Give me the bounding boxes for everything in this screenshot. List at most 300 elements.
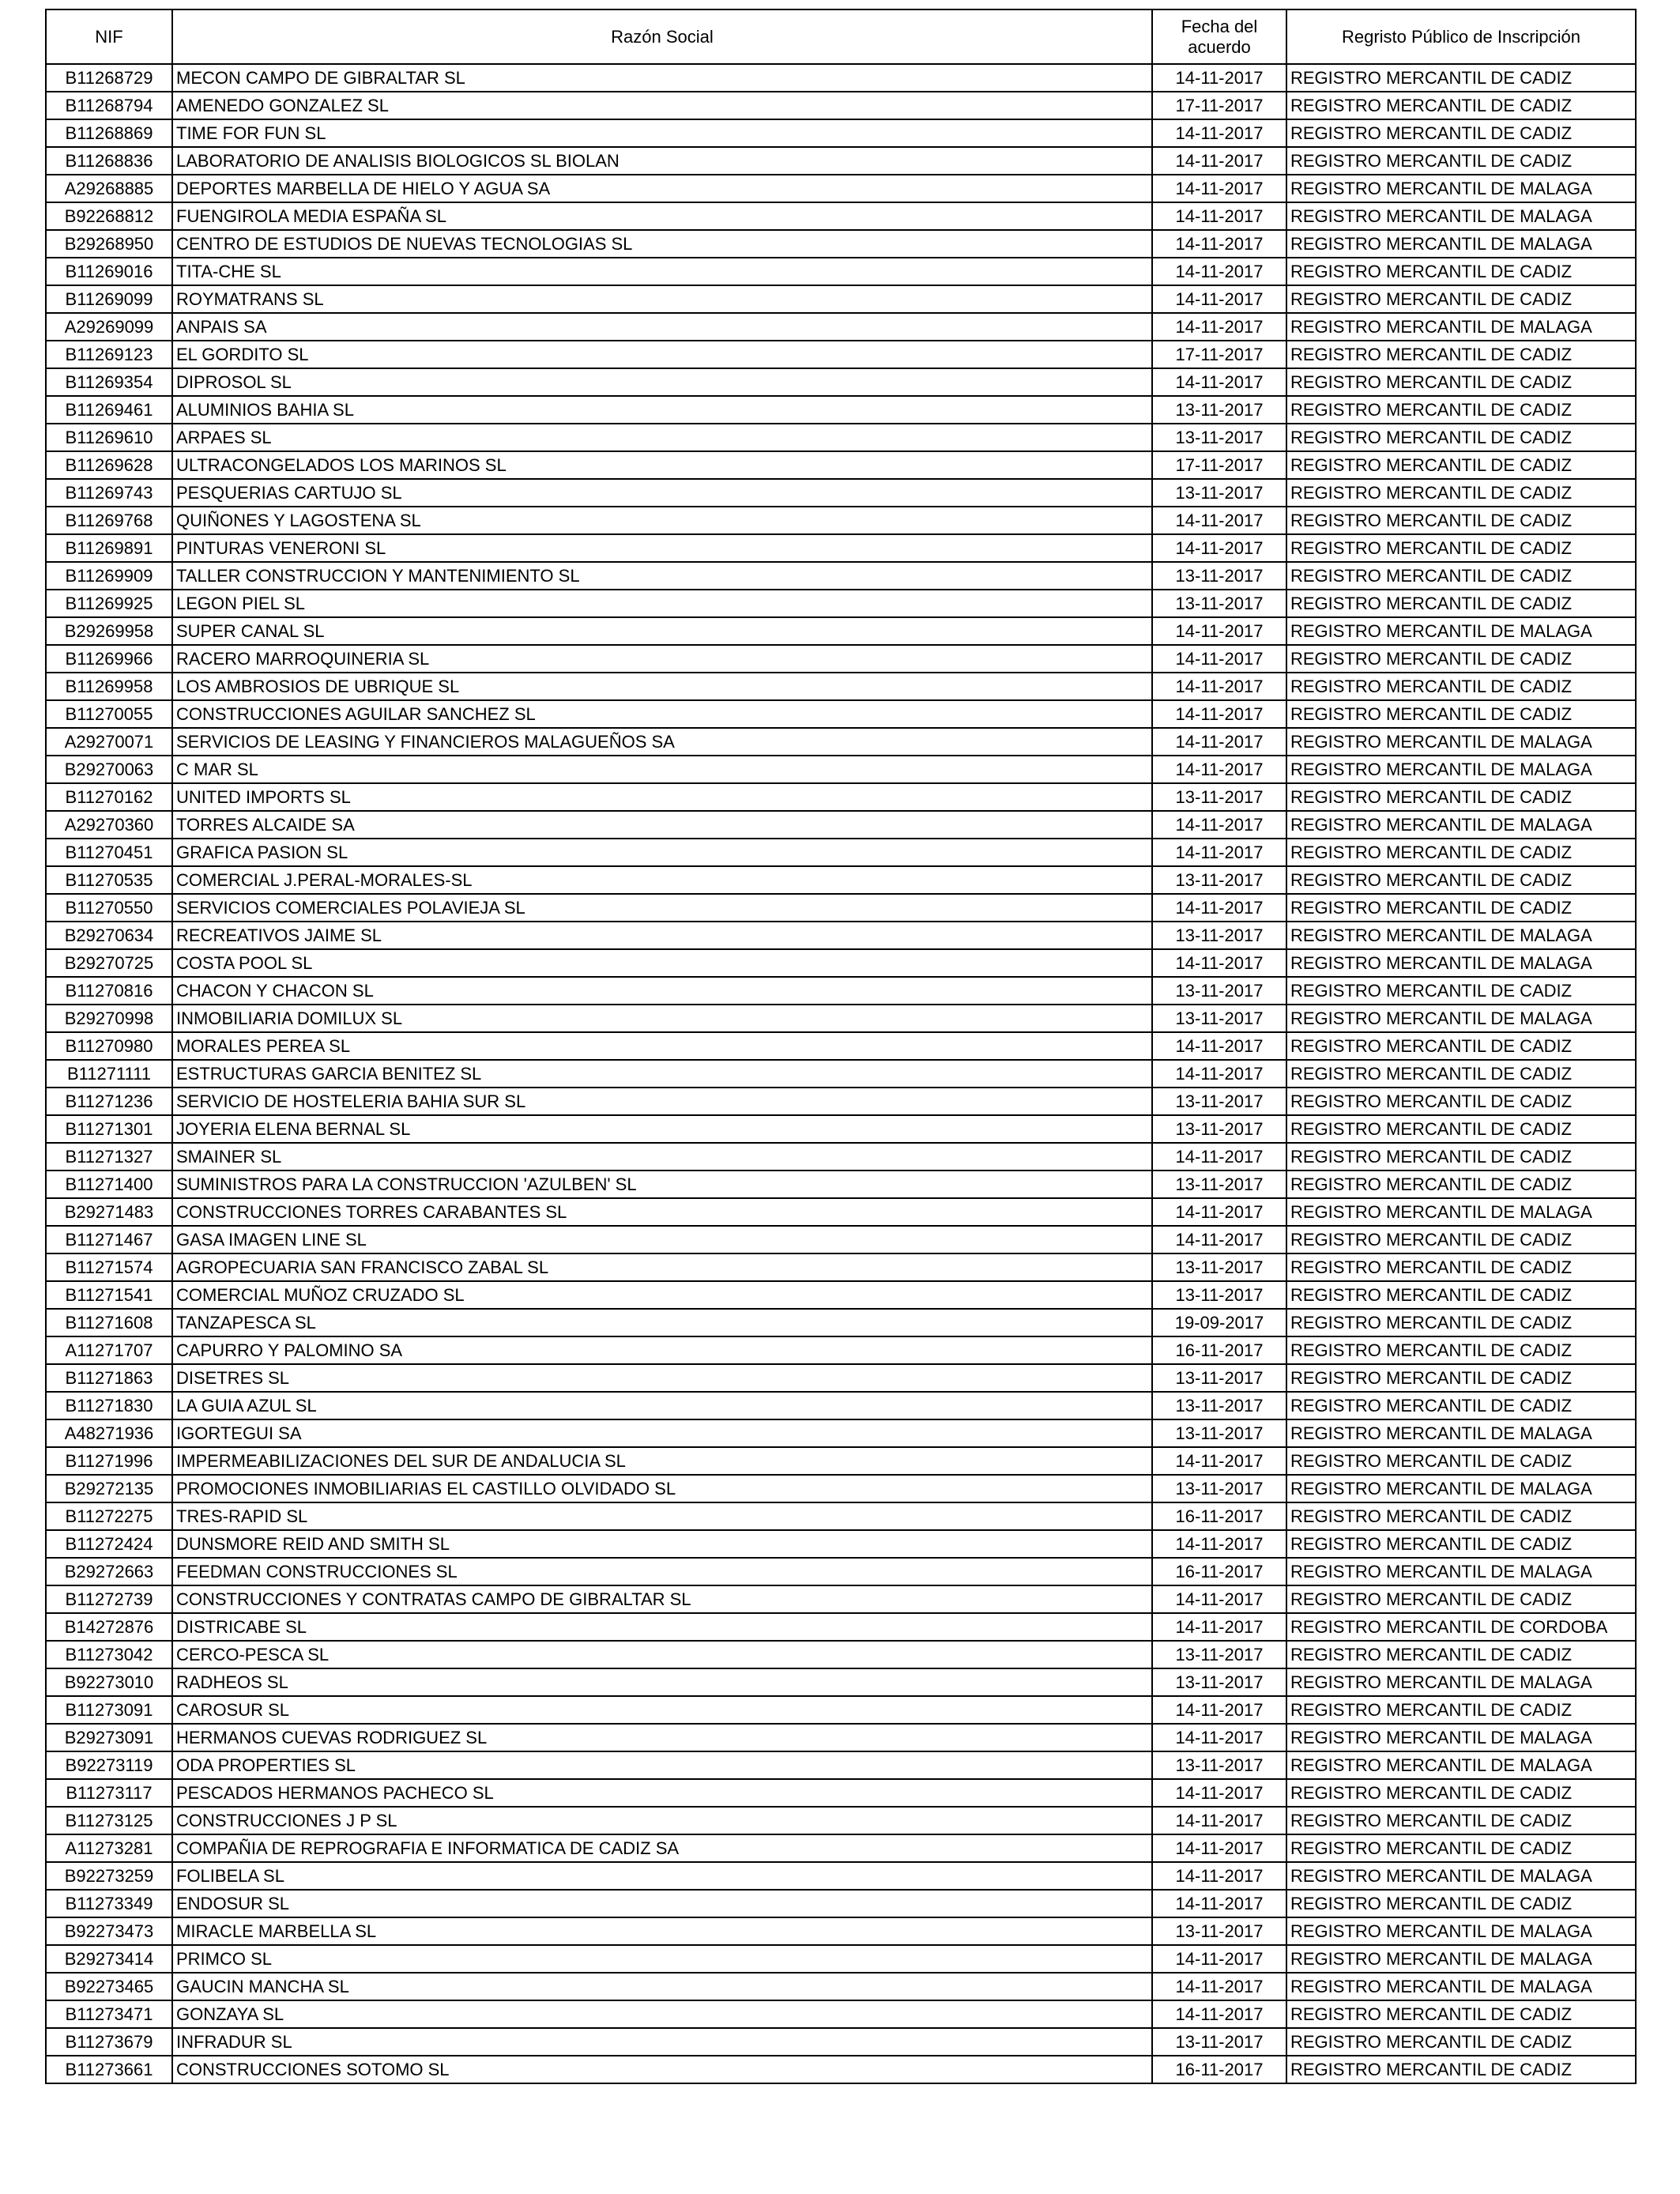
registro-cell: REGISTRO MERCANTIL DE CADIZ (1286, 1060, 1636, 1088)
table-row (46, 1475, 1636, 1502)
registro-cell: REGISTRO MERCANTIL DE MALAGA (1286, 617, 1636, 645)
fecha-cell: 13-11-2017 (1152, 1115, 1286, 1143)
table-row (46, 1198, 1636, 1226)
registro-cell: REGISTRO MERCANTIL DE CADIZ (1286, 1336, 1636, 1364)
fecha-cell: 14-11-2017 (1152, 728, 1286, 756)
table-row (46, 1005, 1636, 1032)
table-row (46, 783, 1636, 811)
razon-social-cell: AGROPECUARIA SAN FRANCISCO ZABAL SL (172, 1253, 1152, 1281)
razon-social-cell: DUNSMORE REID AND SMITH SL (172, 1530, 1152, 1558)
registro-cell: REGISTRO MERCANTIL DE CADIZ (1286, 534, 1636, 562)
registro-cell: REGISTRO MERCANTIL DE CADIZ (1286, 673, 1636, 700)
registro-cell: REGISTRO MERCANTIL DE CADIZ (1286, 866, 1636, 894)
razon-social-cell: PESQUERIAS CARTUJO SL (172, 479, 1152, 507)
registro-cell: REGISTRO MERCANTIL DE CADIZ (1286, 977, 1636, 1005)
table-row (46, 119, 1636, 147)
fecha-cell: 13-11-2017 (1152, 1751, 1286, 1779)
registro-cell: REGISTRO MERCANTIL DE CADIZ (1286, 424, 1636, 451)
table-row (46, 147, 1636, 175)
nif-cell: B92273465 (46, 1973, 172, 2000)
razon-social-cell: FUENGIROLA MEDIA ESPAÑA SL (172, 202, 1152, 230)
fecha-cell: 14-11-2017 (1152, 1585, 1286, 1613)
nif-cell: B11269966 (46, 645, 172, 673)
fecha-cell: 14-11-2017 (1152, 2000, 1286, 2028)
nif-cell: B11271327 (46, 1143, 172, 1171)
nif-cell: A29269099 (46, 313, 172, 341)
fecha-cell: 13-11-2017 (1152, 977, 1286, 1005)
fecha-cell: 14-11-2017 (1152, 1890, 1286, 1917)
registro-cell: REGISTRO MERCANTIL DE CADIZ (1286, 451, 1636, 479)
fecha-cell: 14-11-2017 (1152, 700, 1286, 728)
nif-cell: B11269354 (46, 368, 172, 396)
table-row (46, 1917, 1636, 1945)
razon-social-cell: SMAINER SL (172, 1143, 1152, 1171)
nif-cell: B11269909 (46, 562, 172, 590)
fecha-cell: 13-11-2017 (1152, 1392, 1286, 1419)
registro-cell: REGISTRO MERCANTIL DE CADIZ (1286, 1364, 1636, 1392)
razon-social-cell: CONSTRUCCIONES TORRES CARABANTES SL (172, 1198, 1152, 1226)
razon-social-cell: TORRES ALCAIDE SA (172, 811, 1152, 839)
registro-cell: REGISTRO MERCANTIL DE CADIZ (1286, 64, 1636, 92)
table-row (46, 1060, 1636, 1088)
fecha-cell: 17-11-2017 (1152, 341, 1286, 368)
razon-social-cell: PESCADOS HERMANOS PACHECO SL (172, 1779, 1152, 1807)
nif-cell: B11270451 (46, 839, 172, 866)
fecha-cell: 14-11-2017 (1152, 1198, 1286, 1226)
registro-cell: REGISTRO MERCANTIL DE CADIZ (1286, 590, 1636, 617)
nif-cell: B92273473 (46, 1917, 172, 1945)
nif-cell: A11273281 (46, 1834, 172, 1862)
razon-social-cell: CAROSUR SL (172, 1696, 1152, 1724)
table-row (46, 1613, 1636, 1641)
razon-social-cell: SERVICIOS COMERCIALES POLAVIEJA SL (172, 894, 1152, 922)
registro-cell: REGISTRO MERCANTIL DE MALAGA (1286, 1862, 1636, 1890)
nif-cell: B29270725 (46, 949, 172, 977)
razon-social-cell: MORALES PEREA SL (172, 1032, 1152, 1060)
nif-cell: B11269768 (46, 507, 172, 534)
table-row (46, 534, 1636, 562)
razon-social-cell: PRIMCO SL (172, 1945, 1152, 1973)
razon-social-cell: UNITED IMPORTS SL (172, 783, 1152, 811)
nif-cell: B11273679 (46, 2028, 172, 2056)
table-row (46, 1751, 1636, 1779)
fecha-cell: 13-11-2017 (1152, 2028, 1286, 2056)
fecha-cell: 13-11-2017 (1152, 1005, 1286, 1032)
nif-cell: B11268794 (46, 92, 172, 119)
fecha-cell: 14-11-2017 (1152, 230, 1286, 258)
registro-cell: REGISTRO MERCANTIL DE CADIZ (1286, 1253, 1636, 1281)
table-row (46, 230, 1636, 258)
nif-cell: B11272424 (46, 1530, 172, 1558)
nif-cell: B11269925 (46, 590, 172, 617)
table-row (46, 1253, 1636, 1281)
registro-cell: REGISTRO MERCANTIL DE CADIZ (1286, 783, 1636, 811)
table-row (46, 1143, 1636, 1171)
table-row (46, 562, 1636, 590)
nif-cell: B29270063 (46, 756, 172, 783)
fecha-cell: 17-11-2017 (1152, 92, 1286, 119)
table-row (46, 1807, 1636, 1834)
fecha-cell: 17-11-2017 (1152, 451, 1286, 479)
razon-social-cell: INMOBILIARIA DOMILUX SL (172, 1005, 1152, 1032)
table-row (46, 1585, 1636, 1613)
registro-cell: REGISTRO MERCANTIL DE MALAGA (1286, 1668, 1636, 1696)
razon-social-cell: CONSTRUCCIONES Y CONTRATAS CAMPO DE GIBRALTAR SL (172, 1585, 1152, 1613)
registro-cell: REGISTRO MERCANTIL DE CADIZ (1286, 2000, 1636, 2028)
nif-cell: B11269958 (46, 673, 172, 700)
razon-social-cell: COSTA POOL SL (172, 949, 1152, 977)
nif-cell: B11272739 (46, 1585, 172, 1613)
table-row (46, 700, 1636, 728)
razon-social-cell: IGORTEGUI SA (172, 1419, 1152, 1447)
razon-social-cell: TITA-CHE SL (172, 258, 1152, 285)
razon-social-cell: FOLIBELA SL (172, 1862, 1152, 1890)
table-row (46, 1558, 1636, 1585)
fecha-cell: 13-11-2017 (1152, 1475, 1286, 1502)
table-row (46, 1171, 1636, 1198)
registro-cell: REGISTRO MERCANTIL DE CADIZ (1286, 1115, 1636, 1143)
razon-social-cell: ESTRUCTURAS GARCIA BENITEZ SL (172, 1060, 1152, 1088)
table-row (46, 64, 1636, 92)
fecha-cell: 13-11-2017 (1152, 1641, 1286, 1668)
registro-cell: REGISTRO MERCANTIL DE CADIZ (1286, 258, 1636, 285)
fecha-cell: 13-11-2017 (1152, 1668, 1286, 1696)
registro-cell: REGISTRO MERCANTIL DE CADIZ (1286, 2056, 1636, 2083)
razon-social-cell: CONSTRUCCIONES AGUILAR SANCHEZ SL (172, 700, 1152, 728)
table-row (46, 1447, 1636, 1475)
registro-cell: REGISTRO MERCANTIL DE CADIZ (1286, 2028, 1636, 2056)
nif-cell: B11271541 (46, 1281, 172, 1309)
registro-cell: REGISTRO MERCANTIL DE CADIZ (1286, 1392, 1636, 1419)
registro-cell: REGISTRO MERCANTIL DE CORDOBA (1286, 1613, 1636, 1641)
nif-cell: B11270980 (46, 1032, 172, 1060)
table-body (46, 64, 1636, 2083)
registro-cell: REGISTRO MERCANTIL DE CADIZ (1286, 1088, 1636, 1115)
registro-cell: REGISTRO MERCANTIL DE CADIZ (1286, 147, 1636, 175)
fecha-cell: 13-11-2017 (1152, 479, 1286, 507)
registro-cell: REGISTRO MERCANTIL DE CADIZ (1286, 1281, 1636, 1309)
fecha-cell: 14-11-2017 (1152, 285, 1286, 313)
table-row (46, 2056, 1636, 2083)
razon-social-cell: TRES-RAPID SL (172, 1502, 1152, 1530)
registro-cell: REGISTRO MERCANTIL DE MALAGA (1286, 1198, 1636, 1226)
razon-social-cell: RACERO MARROQUINERIA SL (172, 645, 1152, 673)
registro-cell: REGISTRO MERCANTIL DE CADIZ (1286, 839, 1636, 866)
registro-cell: REGISTRO MERCANTIL DE MALAGA (1286, 811, 1636, 839)
table-row (46, 1530, 1636, 1558)
nif-cell: B11270535 (46, 866, 172, 894)
table-row (46, 645, 1636, 673)
registro-cell: REGISTRO MERCANTIL DE CADIZ (1286, 1779, 1636, 1807)
registro-cell: REGISTRO MERCANTIL DE CADIZ (1286, 1502, 1636, 1530)
registro-cell: REGISTRO MERCANTIL DE CADIZ (1286, 1696, 1636, 1724)
razon-social-cell: EL GORDITO SL (172, 341, 1152, 368)
fecha-cell: 14-11-2017 (1152, 258, 1286, 285)
razon-social-cell: COMPAÑIA DE REPROGRAFIA E INFORMATICA DE CADIZ SA (172, 1834, 1152, 1862)
table-row (46, 1226, 1636, 1253)
fecha-cell: 16-11-2017 (1152, 2056, 1286, 2083)
razon-social-cell: QUIÑONES Y LAGOSTENA SL (172, 507, 1152, 534)
table-row (46, 1862, 1636, 1890)
razon-social-cell: CAPURRO Y PALOMINO SA (172, 1336, 1152, 1364)
razon-social-cell: ARPAES SL (172, 424, 1152, 451)
fecha-cell: 13-11-2017 (1152, 562, 1286, 590)
registro-cell: REGISTRO MERCANTIL DE MALAGA (1286, 1917, 1636, 1945)
header-fecha-acuerdo (1152, 9, 1286, 64)
nif-cell: B11269099 (46, 285, 172, 313)
fecha-cell: 13-11-2017 (1152, 396, 1286, 424)
fecha-cell: 14-11-2017 (1152, 313, 1286, 341)
fecha-cell: 14-11-2017 (1152, 175, 1286, 202)
fecha-cell: 14-11-2017 (1152, 1973, 1286, 2000)
registro-cell: REGISTRO MERCANTIL DE MALAGA (1286, 1419, 1636, 1447)
razon-social-cell: DIPROSOL SL (172, 368, 1152, 396)
fecha-cell: 14-11-2017 (1152, 1945, 1286, 1973)
header-nif: NIF (46, 9, 172, 64)
nif-cell: B11269628 (46, 451, 172, 479)
nif-cell: A48271936 (46, 1419, 172, 1447)
fecha-cell: 13-11-2017 (1152, 424, 1286, 451)
nif-cell: B11270816 (46, 977, 172, 1005)
registro-cell: REGISTRO MERCANTIL DE CADIZ (1286, 92, 1636, 119)
nif-cell: B11273349 (46, 1890, 172, 1917)
registro-cell: REGISTRO MERCANTIL DE CADIZ (1286, 341, 1636, 368)
registro-cell: REGISTRO MERCANTIL DE CADIZ (1286, 1530, 1636, 1558)
registro-cell: REGISTRO MERCANTIL DE CADIZ (1286, 1309, 1636, 1336)
table-row (46, 1834, 1636, 1862)
registro-cell: REGISTRO MERCANTIL DE CADIZ (1286, 507, 1636, 534)
nif-cell: B29272135 (46, 1475, 172, 1502)
nif-cell: B11270162 (46, 783, 172, 811)
table-row (46, 756, 1636, 783)
table-row (46, 590, 1636, 617)
table-row (46, 1364, 1636, 1392)
fecha-cell: 14-11-2017 (1152, 1613, 1286, 1641)
nif-cell: B29270998 (46, 1005, 172, 1032)
nif-cell: B11273042 (46, 1641, 172, 1668)
table-row (46, 175, 1636, 202)
fecha-cell: 14-11-2017 (1152, 1862, 1286, 1890)
table-row (46, 1641, 1636, 1668)
nif-cell: B11271236 (46, 1088, 172, 1115)
registro-cell: REGISTRO MERCANTIL DE MALAGA (1286, 922, 1636, 949)
table-row (46, 202, 1636, 230)
table-header (46, 9, 1636, 64)
fecha-cell: 14-11-2017 (1152, 64, 1286, 92)
nif-cell: B29268950 (46, 230, 172, 258)
razon-social-cell: MECON CAMPO DE GIBRALTAR SL (172, 64, 1152, 92)
razon-social-cell: C MAR SL (172, 756, 1152, 783)
fecha-cell: 14-11-2017 (1152, 507, 1286, 534)
razon-social-cell: SERVICIO DE HOSTELERIA BAHIA SUR SL (172, 1088, 1152, 1115)
nif-cell: B11269610 (46, 424, 172, 451)
fecha-cell: 14-11-2017 (1152, 1779, 1286, 1807)
razon-social-cell: AMENEDO GONZALEZ SL (172, 92, 1152, 119)
fecha-cell: 14-11-2017 (1152, 1530, 1286, 1558)
nif-cell: B11269461 (46, 396, 172, 424)
razon-social-cell: CHACON Y CHACON SL (172, 977, 1152, 1005)
registro-cell: REGISTRO MERCANTIL DE CADIZ (1286, 119, 1636, 147)
table-row (46, 1088, 1636, 1115)
table-row (46, 2028, 1636, 2056)
nif-cell: B11271400 (46, 1171, 172, 1198)
nif-cell: B11268729 (46, 64, 172, 92)
nif-cell: B29270634 (46, 922, 172, 949)
nif-cell: B11273661 (46, 2056, 172, 2083)
fecha-cell: 16-11-2017 (1152, 1336, 1286, 1364)
fecha-cell: 16-11-2017 (1152, 1558, 1286, 1585)
fecha-cell: 13-11-2017 (1152, 1253, 1286, 1281)
nif-cell: A29270360 (46, 811, 172, 839)
razon-social-cell: JOYERIA ELENA BERNAL SL (172, 1115, 1152, 1143)
nif-cell: B29273091 (46, 1724, 172, 1751)
fecha-cell: 13-11-2017 (1152, 922, 1286, 949)
registro-cell: REGISTRO MERCANTIL DE CADIZ (1286, 1585, 1636, 1613)
nif-cell: B11273471 (46, 2000, 172, 2028)
table-row (46, 811, 1636, 839)
razon-social-cell: CENTRO DE ESTUDIOS DE NUEVAS TECNOLOGIAS SL (172, 230, 1152, 258)
table-row (46, 92, 1636, 119)
registro-cell: REGISTRO MERCANTIL DE CADIZ (1286, 1143, 1636, 1171)
razon-social-cell: RADHEOS SL (172, 1668, 1152, 1696)
registro-cell: REGISTRO MERCANTIL DE CADIZ (1286, 645, 1636, 673)
registro-cell: REGISTRO MERCANTIL DE CADIZ (1286, 1226, 1636, 1253)
razon-social-cell: LEGON PIEL SL (172, 590, 1152, 617)
fecha-cell: 14-11-2017 (1152, 1060, 1286, 1088)
nif-cell: B29269958 (46, 617, 172, 645)
nif-cell: B92268812 (46, 202, 172, 230)
razon-social-cell: TALLER CONSTRUCCION Y MANTENIMIENTO SL (172, 562, 1152, 590)
fecha-cell: 13-11-2017 (1152, 1281, 1286, 1309)
razon-social-cell: GASA IMAGEN LINE SL (172, 1226, 1152, 1253)
nif-cell: B11272275 (46, 1502, 172, 1530)
table-row (46, 507, 1636, 534)
nif-cell: B11269743 (46, 479, 172, 507)
table-row (46, 1779, 1636, 1807)
registro-cell: REGISTRO MERCANTIL DE MALAGA (1286, 949, 1636, 977)
nif-cell: A11271707 (46, 1336, 172, 1364)
fecha-cell: 14-11-2017 (1152, 1143, 1286, 1171)
razon-social-cell: DEPORTES MARBELLA DE HIELO Y AGUA SA (172, 175, 1152, 202)
table-row (46, 1336, 1636, 1364)
table-row (46, 424, 1636, 451)
razon-social-cell: SUPER CANAL SL (172, 617, 1152, 645)
registro-cell: REGISTRO MERCANTIL DE CADIZ (1286, 1890, 1636, 1917)
fecha-cell: 14-11-2017 (1152, 949, 1286, 977)
fecha-cell: 16-11-2017 (1152, 1502, 1286, 1530)
razon-social-cell: ODA PROPERTIES SL (172, 1751, 1152, 1779)
registry-table (45, 9, 1637, 2084)
nif-cell: B11271467 (46, 1226, 172, 1253)
nif-cell: B11271996 (46, 1447, 172, 1475)
razon-social-cell: CONSTRUCCIONES J P SL (172, 1807, 1152, 1834)
fecha-cell: 14-11-2017 (1152, 119, 1286, 147)
nif-cell: B11268869 (46, 119, 172, 147)
fecha-cell: 14-11-2017 (1152, 1834, 1286, 1862)
registro-cell: REGISTRO MERCANTIL DE CADIZ (1286, 285, 1636, 313)
table-row (46, 1281, 1636, 1309)
razon-social-cell: COMERCIAL J.PERAL-MORALES-SL (172, 866, 1152, 894)
razon-social-cell: SERVICIOS DE LEASING Y FINANCIEROS MALAGUEÑOS SA (172, 728, 1152, 756)
table-row (46, 866, 1636, 894)
razon-social-cell: GAUCIN MANCHA SL (172, 1973, 1152, 2000)
header-razon-social: Razón Social (172, 9, 1152, 64)
fecha-cell: 14-11-2017 (1152, 756, 1286, 783)
fecha-cell: 14-11-2017 (1152, 894, 1286, 922)
table-row (46, 285, 1636, 313)
table-row (46, 1032, 1636, 1060)
fecha-cell: 13-11-2017 (1152, 1088, 1286, 1115)
nif-cell: B92273119 (46, 1751, 172, 1779)
razon-social-cell: ALUMINIOS BAHIA SL (172, 396, 1152, 424)
table-row (46, 728, 1636, 756)
razon-social-cell: FEEDMAN CONSTRUCCIONES SL (172, 1558, 1152, 1585)
registro-cell: REGISTRO MERCANTIL DE CADIZ (1286, 479, 1636, 507)
header-row (46, 9, 1636, 64)
registro-cell: REGISTRO MERCANTIL DE MALAGA (1286, 1558, 1636, 1585)
nif-cell: B11268836 (46, 147, 172, 175)
table-row (46, 1696, 1636, 1724)
fecha-cell: 14-11-2017 (1152, 1696, 1286, 1724)
nif-cell: B11271830 (46, 1392, 172, 1419)
fecha-cell: 14-11-2017 (1152, 673, 1286, 700)
table-row (46, 1309, 1636, 1336)
razon-social-cell: DISETRES SL (172, 1364, 1152, 1392)
fecha-cell: 14-11-2017 (1152, 147, 1286, 175)
fecha-cell: 14-11-2017 (1152, 645, 1286, 673)
fecha-cell: 14-11-2017 (1152, 202, 1286, 230)
table-row (46, 1502, 1636, 1530)
table-row (46, 922, 1636, 949)
registro-cell: REGISTRO MERCANTIL DE CADIZ (1286, 562, 1636, 590)
table-row (46, 313, 1636, 341)
nif-cell: B11271301 (46, 1115, 172, 1143)
registro-cell: REGISTRO MERCANTIL DE CADIZ (1286, 1171, 1636, 1198)
fecha-cell: 13-11-2017 (1152, 783, 1286, 811)
nif-cell: B11271863 (46, 1364, 172, 1392)
table-row (46, 894, 1636, 922)
registro-cell: REGISTRO MERCANTIL DE MALAGA (1286, 1751, 1636, 1779)
table-row (46, 341, 1636, 368)
fecha-cell: 14-11-2017 (1152, 534, 1286, 562)
registro-cell: REGISTRO MERCANTIL DE MALAGA (1286, 728, 1636, 756)
registro-cell: REGISTRO MERCANTIL DE MALAGA (1286, 1005, 1636, 1032)
table-row (46, 977, 1636, 1005)
razon-social-cell: MIRACLE MARBELLA SL (172, 1917, 1152, 1945)
registro-cell: REGISTRO MERCANTIL DE MALAGA (1286, 313, 1636, 341)
table-row (46, 2000, 1636, 2028)
table-row (46, 1115, 1636, 1143)
nif-cell: A29270071 (46, 728, 172, 756)
razon-social-cell: ANPAIS SA (172, 313, 1152, 341)
nif-cell: B92273010 (46, 1668, 172, 1696)
fecha-cell: 14-11-2017 (1152, 839, 1286, 866)
nif-cell: B11270550 (46, 894, 172, 922)
fecha-cell: 13-11-2017 (1152, 590, 1286, 617)
fecha-cell: 13-11-2017 (1152, 866, 1286, 894)
nif-cell: B29272663 (46, 1558, 172, 1585)
razon-social-cell: LOS AMBROSIOS DE UBRIQUE SL (172, 673, 1152, 700)
razon-social-cell: GONZAYA SL (172, 2000, 1152, 2028)
registro-cell: REGISTRO MERCANTIL DE MALAGA (1286, 1945, 1636, 1973)
fecha-cell: 14-11-2017 (1152, 1724, 1286, 1751)
razon-social-cell: COMERCIAL MUÑOZ CRUZADO SL (172, 1281, 1152, 1309)
table-row (46, 839, 1636, 866)
razon-social-cell: RECREATIVOS JAIME SL (172, 922, 1152, 949)
registro-cell: REGISTRO MERCANTIL DE MALAGA (1286, 175, 1636, 202)
registro-cell: REGISTRO MERCANTIL DE MALAGA (1286, 756, 1636, 783)
nif-cell: B11271574 (46, 1253, 172, 1281)
